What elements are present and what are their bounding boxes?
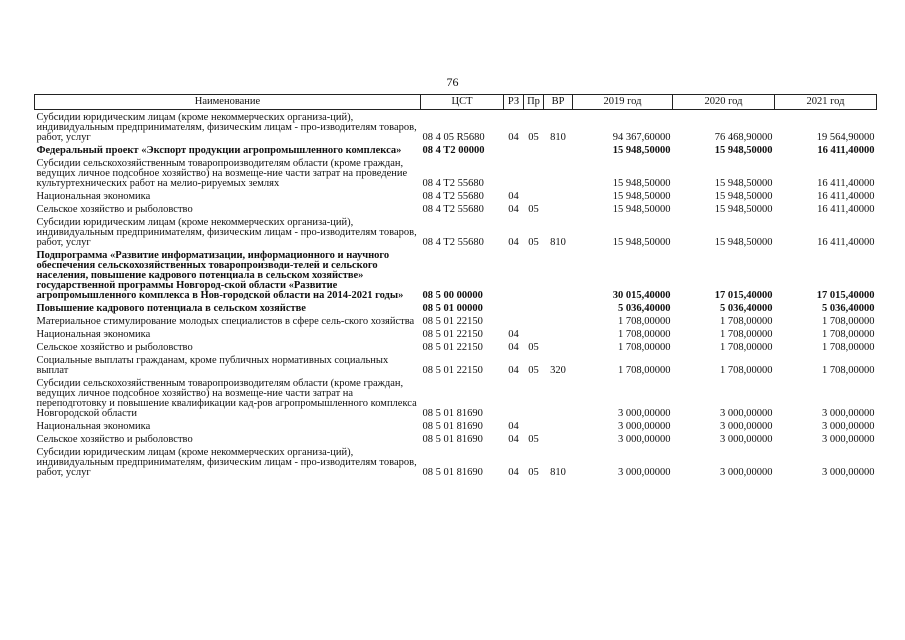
cell-name: Субсидии сельскохозяйственным товаропроизводителям области (кроме граждан, ведущих личное подсобное хозяйство) на возмеще-ние части затрат на переподготовку и повышение квалификации кад-ров агропромышленного комплекса Новгородской области	[36, 378, 417, 419]
column-header-pr: Пр	[524, 95, 544, 110]
cell-2021: 19 564,90000	[816, 132, 875, 143]
cell-vr	[544, 327, 573, 340]
cell-2021: 3 000,00000	[822, 467, 875, 478]
cell-2020: 17 015,40000	[714, 290, 773, 301]
cell-2019: 15 948,50000	[612, 178, 671, 189]
cell-2021: 16 411,40000	[817, 191, 875, 202]
cell-2020: 15 948,50000	[714, 204, 773, 215]
cell-cst: 08 5 01 81690	[422, 408, 483, 419]
cell-vr	[544, 143, 573, 156]
table-row	[35, 314, 877, 327]
cell-2020: 1 708,00000	[720, 342, 773, 353]
cell-vr: 320	[550, 365, 566, 376]
cell-2021: 5 036,40000	[822, 303, 875, 314]
cell-vr	[544, 340, 573, 353]
cell-vr	[544, 314, 573, 327]
cell-cst: 08 4 T2 55680	[422, 237, 484, 248]
table-header-row	[35, 95, 877, 110]
column-header-vr: ВР	[544, 95, 573, 110]
cell-2019: 15 948,50000	[612, 145, 671, 156]
cell-2021: 16 411,40000	[817, 178, 875, 189]
cell-vr	[544, 248, 573, 301]
cell-pr	[524, 376, 544, 419]
cell-pr: 05	[528, 434, 539, 445]
cell-2019: 15 948,50000	[612, 204, 671, 215]
cell-cst: 08 5 01 81690	[422, 434, 483, 445]
table-row	[35, 432, 877, 445]
cell-2019: 1 708,00000	[618, 329, 671, 340]
cell-name: Повышение кадрового потенциала в сельском хозяйстве	[36, 303, 306, 314]
cell-rz	[504, 248, 524, 301]
cell-name: Социальные выплаты гражданам, кроме публичных нормативных социальных выплат	[36, 355, 389, 376]
cell-pr	[524, 189, 544, 202]
column-header-name: Наименование	[35, 95, 421, 110]
cell-2019: 5 036,40000	[618, 303, 671, 314]
cell-rz: 04	[508, 342, 519, 353]
cell-2021: 16 411,40000	[817, 237, 875, 248]
cell-rz: 04	[508, 237, 519, 248]
cell-rz	[504, 301, 524, 314]
cell-vr	[544, 156, 573, 189]
cell-2019: 15 948,50000	[612, 237, 671, 248]
table-row	[35, 445, 877, 478]
cell-vr	[544, 301, 573, 314]
table-row	[35, 110, 877, 144]
column-header-2021: 2021 год	[775, 95, 877, 110]
cell-pr	[524, 314, 544, 327]
cell-rz: 04	[508, 329, 519, 340]
column-header-2020: 2020 год	[673, 95, 775, 110]
cell-vr	[544, 202, 573, 215]
table-row	[35, 189, 877, 202]
cell-vr: 810	[550, 467, 566, 478]
cell-2020: 1 708,00000	[720, 316, 773, 327]
cell-2020: 1 708,00000	[720, 329, 773, 340]
cell-rz: 04	[508, 204, 519, 215]
cell-pr	[524, 327, 544, 340]
cell-pr: 05	[528, 467, 539, 478]
cell-2021: 1 708,00000	[822, 365, 875, 376]
column-header-rz: РЗ	[504, 95, 524, 110]
cell-rz: 04	[508, 191, 519, 202]
column-header-2019: 2019 год	[573, 95, 673, 110]
cell-cst: 08 5 01 22150	[422, 365, 483, 376]
cell-2021: 16 411,40000	[817, 204, 875, 215]
cell-pr: 05	[528, 237, 539, 248]
table-row	[35, 248, 877, 301]
table-row	[35, 301, 877, 314]
cell-vr	[544, 432, 573, 445]
cell-2020: 15 948,50000	[714, 178, 773, 189]
cell-2021: 3 000,00000	[822, 434, 875, 445]
table-row	[35, 143, 877, 156]
cell-2019: 3 000,00000	[618, 434, 671, 445]
cell-2019: 15 948,50000	[612, 191, 671, 202]
cell-name: Сельское хозяйство и рыболовство	[36, 434, 193, 445]
cell-name: Федеральный проект «Экспорт продукции агропромышленного комплекса»	[36, 145, 402, 156]
cell-cst: 08 5 01 00000	[422, 303, 483, 314]
cell-2019: 3 000,00000	[618, 408, 671, 419]
cell-2021: 1 708,00000	[822, 342, 875, 353]
cell-2019: 1 708,00000	[618, 342, 671, 353]
cell-2021: 16 411,40000	[817, 145, 875, 156]
cell-name: Национальная экономика	[36, 329, 151, 340]
cell-pr: 05	[528, 204, 539, 215]
table-row	[35, 156, 877, 189]
cell-2021: 3 000,00000	[822, 408, 875, 419]
cell-rz: 04	[508, 365, 519, 376]
cell-rz	[504, 314, 524, 327]
page-number: 76	[446, 75, 459, 89]
table-row	[35, 353, 877, 376]
cell-cst: 08 4 T2 55680	[422, 178, 484, 189]
cell-cst: 08 5 01 22150	[422, 316, 483, 327]
cell-cst: 08 5 01 81690	[422, 467, 483, 478]
cell-vr	[544, 376, 573, 419]
cell-2021: 3 000,00000	[822, 421, 875, 432]
cell-cst: 08 4 T2 55680	[422, 204, 484, 215]
cell-cst: 08 5 01 81690	[422, 421, 483, 432]
cell-2019: 3 000,00000	[618, 467, 671, 478]
cell-2021: 1 708,00000	[822, 316, 875, 327]
table-body	[35, 110, 877, 479]
cell-vr	[544, 419, 573, 432]
cell-2020: 3 000,00000	[720, 408, 773, 419]
table-row	[35, 202, 877, 215]
cell-pr	[524, 248, 544, 301]
cell-name: Субсидии юридическим лицам (кроме некоммерческих организа-ций), индивидуальным предпринимателям, физическим лицам - про-изводителям товаров, работ, услуг	[36, 217, 417, 248]
cell-rz	[504, 156, 524, 189]
cell-name: Национальная экономика	[36, 421, 151, 432]
cell-name: Субсидии юридическим лицам (кроме некоммерческих организа-ций), индивидуальным предпринимателям, физическим лицам - про-изводителям товаров, работ, услуг	[36, 112, 417, 143]
cell-name: Сельское хозяйство и рыболовство	[36, 342, 193, 353]
budget-table	[34, 94, 877, 478]
cell-cst: 08 5 00 00000	[422, 290, 483, 301]
cell-rz: 04	[508, 132, 519, 143]
cell-vr: 810	[550, 132, 566, 143]
cell-2020: 3 000,00000	[720, 467, 773, 478]
cell-pr	[524, 156, 544, 189]
cell-rz: 04	[508, 421, 519, 432]
cell-name: Субсидии сельскохозяйственным товаропроизводителям области (кроме граждан, ведущих личное подсобное хозяйство) на возмеще-ние части затрат на проведение культуртехнических работ на мелио-рируемых землях	[36, 158, 408, 189]
cell-pr	[524, 419, 544, 432]
table-row	[35, 327, 877, 340]
cell-name: Подпрограмма «Развитие информатизации, информационного и научного обеспечения сельскохозяйственных товаропроизводи-телей и сельского населения, повышение кадрового потенциала в сельском хозяйстве» государственной программы Новгород-ской области «Развитие агропромышленного комплекса в Нов-городской области на 2014-2021 годы»	[36, 250, 404, 301]
cell-name: Материальное стимулирование молодых специалистов в сфере сель-ского хозяйства	[36, 316, 415, 327]
table-row	[35, 215, 877, 248]
cell-rz: 04	[508, 467, 519, 478]
cell-2020: 1 708,00000	[720, 365, 773, 376]
cell-cst: 08 4 T2 00000	[422, 145, 485, 156]
table-row	[35, 419, 877, 432]
cell-pr: 05	[528, 365, 539, 376]
column-header-cst: ЦСТ	[421, 95, 504, 110]
cell-name: Национальная экономика	[36, 191, 151, 202]
cell-cst: 08 5 01 22150	[422, 342, 483, 353]
cell-vr: 810	[550, 237, 566, 248]
cell-pr: 05	[528, 132, 539, 143]
cell-rz	[504, 376, 524, 419]
cell-2020: 15 948,50000	[714, 237, 773, 248]
cell-pr	[524, 301, 544, 314]
cell-2021: 17 015,40000	[816, 290, 875, 301]
cell-2021: 1 708,00000	[822, 329, 875, 340]
cell-2019: 3 000,00000	[618, 421, 671, 432]
cell-name: Субсидии юридическим лицам (кроме некоммерческих организа-ций), индивидуальным предпринимателям, физическим лицам - про-изводителям товаров, работ, услуг	[36, 447, 417, 478]
cell-rz: 04	[508, 434, 519, 445]
cell-cst: 08 4 05 R5680	[422, 132, 485, 143]
cell-2020: 3 000,00000	[720, 434, 773, 445]
cell-2020: 15 948,50000	[714, 191, 773, 202]
cell-2019: 94 367,60000	[612, 132, 671, 143]
table-row	[35, 376, 877, 419]
cell-2020: 3 000,00000	[720, 421, 773, 432]
cell-2020: 5 036,40000	[720, 303, 773, 314]
cell-cst: 08 4 T2 55680	[422, 191, 484, 202]
table-row	[35, 340, 877, 353]
cell-2019: 1 708,00000	[618, 316, 671, 327]
cell-vr	[544, 189, 573, 202]
cell-2019: 30 015,40000	[612, 290, 671, 301]
cell-cst: 08 5 01 22150	[422, 329, 483, 340]
cell-pr: 05	[528, 342, 539, 353]
cell-2020: 76 468,90000	[714, 132, 773, 143]
cell-2019: 1 708,00000	[618, 365, 671, 376]
cell-name: Сельское хозяйство и рыболовство	[36, 204, 193, 215]
cell-2020: 15 948,50000	[714, 145, 773, 156]
cell-rz	[504, 143, 524, 156]
cell-pr	[524, 143, 544, 156]
